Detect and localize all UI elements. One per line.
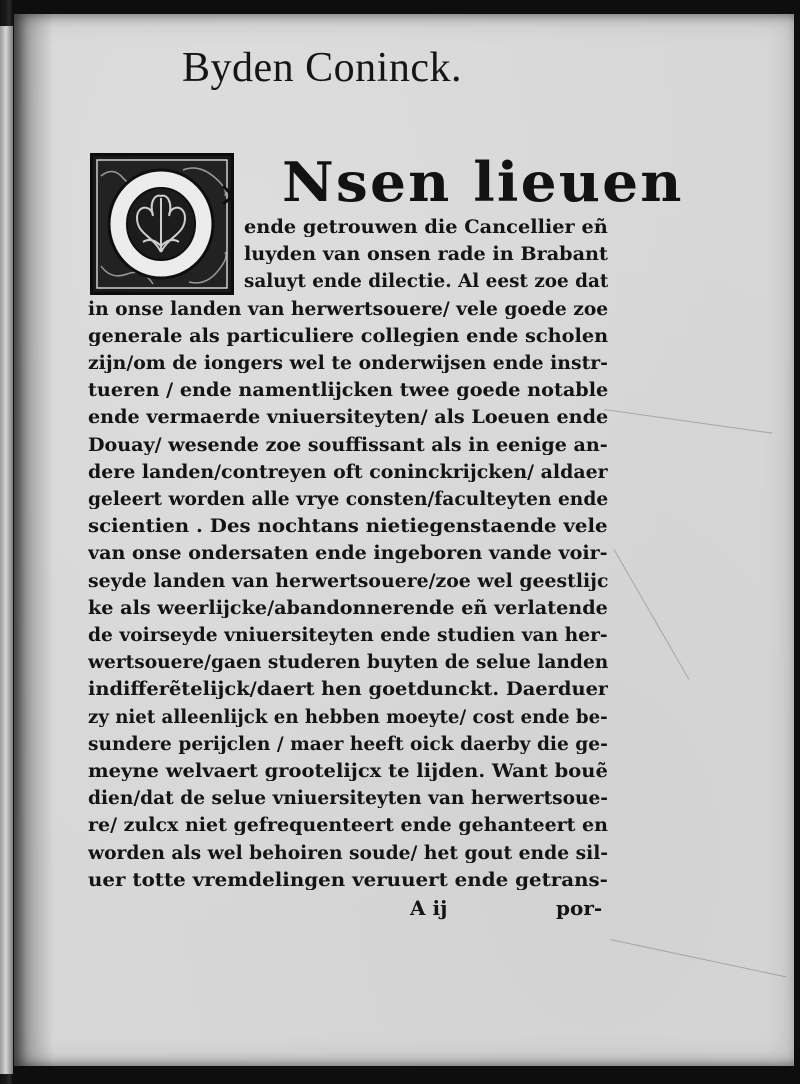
text-line: saluyt ende dilectie. Al eest zoe dat <box>244 272 608 292</box>
text-line: uer totte vremdelingen veruuert ende getrans- <box>88 870 608 890</box>
catchword: por- <box>556 896 603 920</box>
text-line: wertsouere/gaen studeren buyten de selue landen <box>88 653 608 673</box>
paper-crease <box>614 549 690 679</box>
text-line: seyde landen van herwertsouere/zoe wel geestlijc <box>88 571 608 591</box>
text-line: generale als particuliere collegien ende scholen <box>88 326 608 346</box>
page-header: Byden Coninck. <box>182 45 462 91</box>
paper-crease <box>604 409 772 434</box>
page-gutter-shadow <box>14 14 54 1066</box>
text-line: zy niet alleenlijck en hebben moeyte/ cost ende be- <box>88 707 608 727</box>
text-line: indifferẽtelijck/daert hen goetdunckt. Daerduer <box>88 680 608 700</box>
text-line: geleert worden alle vrye consten/faculteyten ende <box>88 490 608 509</box>
text-line: ke als weerlijcke/abandonnerende eñ verlatende <box>88 598 608 618</box>
opening-word: Nsen lieuen <box>282 150 684 214</box>
text-line: meyne welvaert grootelijcx te lijden. Want bouẽ <box>88 762 608 781</box>
text-line: ende vermaerde vniuersiteyten/ als Loeuen ende <box>88 408 608 428</box>
text-line: zijn/om de iongers wel te onderwijsen ende instr- <box>88 354 608 373</box>
left-page-edge <box>0 26 13 1074</box>
decorated-initial-o <box>90 153 234 295</box>
text-line: van onse ondersaten ende ingeboren vande voir- <box>88 544 608 564</box>
text-line: Douay/ wesende zoe souffissant als in eenige an- <box>88 435 608 455</box>
initial-letter-o-ornament-icon <box>93 156 231 292</box>
signature-mark: A ij <box>410 896 448 920</box>
paper-crease <box>610 939 786 977</box>
text-line: sundere perijclen / maer heeft oick daerby die ge- <box>88 734 608 754</box>
text-line: scientien . Des nochtans nietiegenstaende vele <box>88 517 608 537</box>
text-line: dien/dat de selue vniuersiteyten van herwertsoue- <box>88 789 608 809</box>
text-line: luyden van onsen rade in Brabant <box>244 245 608 265</box>
text-line: de voirseyde vniuersiteyten ende studien van her- <box>88 626 608 645</box>
text-line: ende getrouwen die Cancellier eñ <box>244 218 608 237</box>
text-line: worden als wel behoiren soude/ het gout ende sil- <box>88 843 608 863</box>
text-line: dere landen/contreyen oft coninckrijcken/ aldaer <box>88 462 608 482</box>
text-line: re/ zulcx niet gefrequenteert ende gehanteert en <box>88 816 608 836</box>
text-line: in onse landen van herwertsouere/ vele goede zoe <box>88 299 608 319</box>
text-line: tueren / ende namentlijcken twee goede notable <box>88 381 608 401</box>
